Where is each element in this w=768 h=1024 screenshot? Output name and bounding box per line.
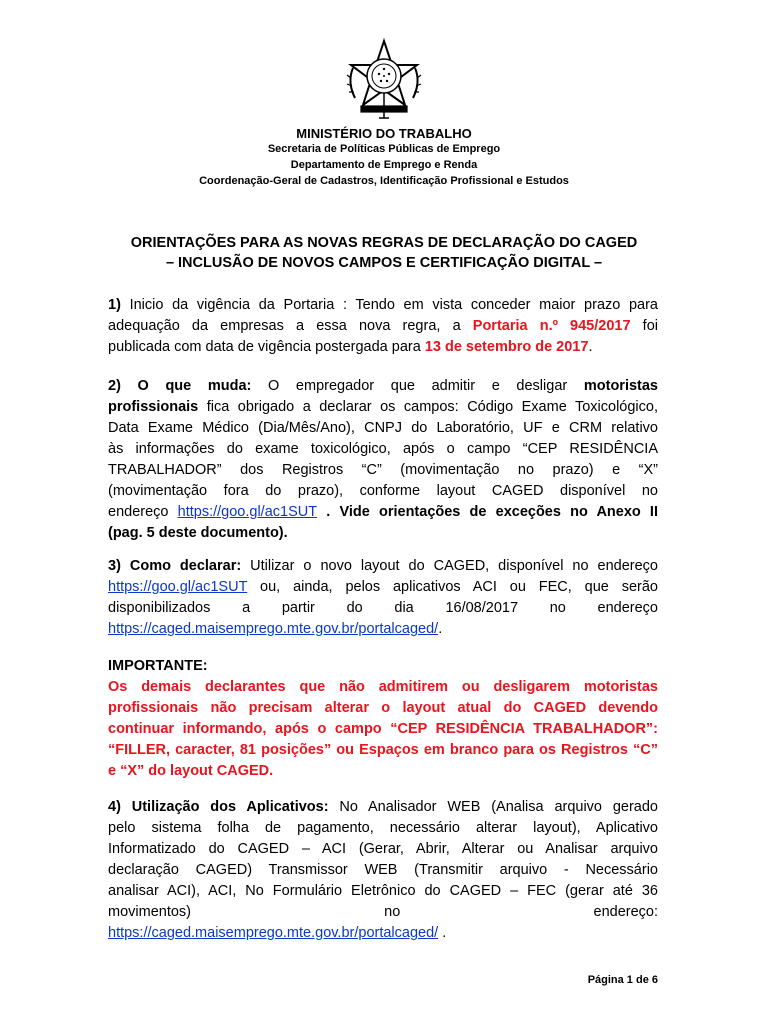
important-line: e “X” do layout CAGED. [108,763,274,779]
title-line-2: – INCLUSÃO DE NOVOS CAMPOS E CERTIFICAÇÃO DIGITAL – [165,255,603,271]
secretariat-name: Secretaria de Políticas Públicas de Emprego [267,143,501,155]
section-4-line: Informatizado do CAGED – ACI (Gerar, Abrir, Alterar ou Analisar arquivo [108,841,658,857]
section-2-line [108,523,658,544]
section-3-text: . [438,621,443,637]
section-2-bold: . Vide orientações de exceções no Anexo II [317,504,658,520]
page-number: Página 1 de 6 [587,974,658,986]
section-2-bold: motoristas [583,378,658,394]
section-1-text: Inicio da vigência da Portaria : Tendo em vista conceder maior prazo para [129,297,659,313]
section-2-line [108,376,658,397]
important-line: Os demais declarantes que não admitirem ou desligarem motoristas [108,679,658,695]
document-title [100,233,668,273]
section-4-line: movimentos) no endereço: [108,904,658,920]
section-1-text: adequação da empresas a essa nova regra, a [108,318,473,334]
section-4-heading: 4) Utilização dos Aplicativos: [108,799,329,815]
section-2-line: Data Exame Médico (Dia/Mês/Ano), CNPJ do Laboratório, UF e CRM relativo [108,420,658,436]
section-3-text: Utilizar o novo layout do CAGED, disponível no endereço [241,558,658,574]
effective-date: 13 de setembro de 2017 [424,339,589,355]
section-2-text: endereço [108,504,178,520]
section-3-line [108,577,658,598]
section-4-line: pelo sistema folha de pagamento, necessário alterar layout), Aplicativo [108,820,658,836]
section-3-line [108,619,658,640]
section-2-line: TRABALHADOR” dos Registros “C” (movimentação no prazo) e “X” [108,462,658,478]
section-2-bold: (pag. 5 deste documento). [108,525,288,541]
layout-link[interactable]: https://goo.gl/ac1SUT [177,504,318,520]
section-4-text: . [438,925,447,941]
important-line [108,656,658,677]
section-2-text: O empregador que admitir e desligar [251,378,584,394]
section-2-line [108,397,658,418]
section-1-text: publicada com data de vigência postergada para [108,339,425,355]
section-1-line [108,337,658,358]
section-4-line [108,797,658,818]
section-1-number: 1) [108,297,121,313]
section-2-bold: profissionais [108,399,199,415]
coat-of-arms-emblem [343,38,425,122]
important-line: “FILLER, caracter, 81 posições” ou Espaços em branco para os Registros “C” [108,742,658,758]
section-1-text: . [588,339,593,355]
section-1 [108,295,658,358]
layout-link[interactable]: https://goo.gl/ac1SUT [108,579,248,595]
portal-caged-link[interactable]: https://caged.maisemprego.mte.gov.br/portalcaged/ [108,621,439,637]
section-1-line [108,316,658,337]
section-3-line: disponibilizados a partir do dia 16/08/2017 no endereço [108,600,658,616]
important-line: profissionais não precisam alterar o layout atual do CAGED devendo [108,700,658,716]
portal-caged-link[interactable]: https://caged.maisemprego.mte.gov.br/portalcaged/ [108,925,439,941]
section-2-line: às informações do exame toxicológico, após o campo “CEP RESIDÊNCIA [108,441,658,457]
ministry-name: MINISTÉRIO DO TRABALHO [296,126,472,141]
section-1-text: foi [630,318,658,334]
section-4 [108,797,658,944]
section-4-text: No Analisador WEB (Analisa arquivo gerado [328,799,658,815]
section-2 [108,376,658,544]
section-2-line: (movimentação fora do prazo), conforme layout CAGED disponível no [108,483,658,499]
section-1-line [108,295,658,316]
important-notice [108,656,658,782]
section-2-heading: 2) O que muda: [108,378,252,394]
important-heading: IMPORTANTE: [108,658,208,674]
department-name: Departamento de Emprego e Renda [290,159,478,171]
section-3 [108,556,658,640]
section-4-line: declaração CAGED) Transmissor WEB (Transmitir arquivo - Necessário [108,862,658,878]
section-4-line: analisar ACI), ACI, No Formulário Eletrônico do CAGED – FEC (gerar até 36 [108,883,658,899]
section-3-heading: 3) Como declarar: [108,558,242,574]
portaria-reference: Portaria n.º 945/2017 [472,318,631,334]
title-line-1: ORIENTAÇÕES PARA AS NOVAS REGRAS DE DECLARAÇÃO DO CAGED [130,235,638,251]
coordination-name: Coordenação-Geral de Cadastros, Identificação Profissional e Estudos [199,175,569,187]
section-2-text: fica obrigado a declarar os campos: Código Exame Toxicológico, [198,399,658,415]
section-3-text: ou, ainda, pelos aplicativos ACI ou FEC, que serão [247,579,658,595]
section-2-line [108,502,658,523]
section-4-line [108,923,658,944]
important-line: continuar informando, após o campo “CEP RESIDÊNCIA TRABALHADOR”: [108,721,658,737]
section-3-line [108,556,658,577]
